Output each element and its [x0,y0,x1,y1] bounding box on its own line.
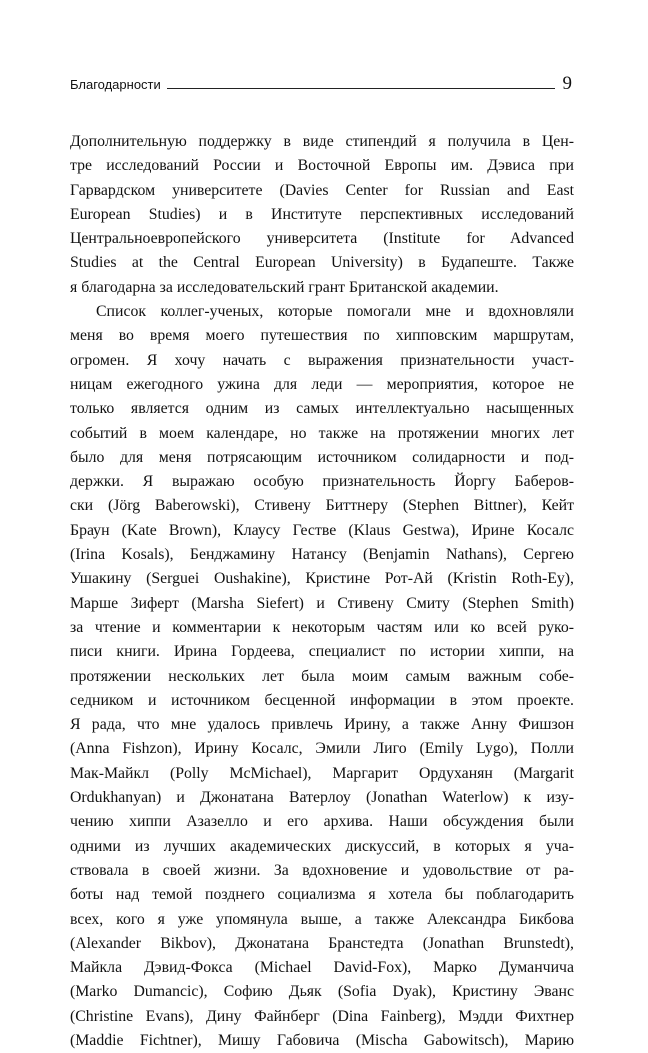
text-line: чению хиппи Азазелло и его архива. Наши обсуждения были [70,813,574,831]
text-line: (Alexander Bikbov), Джонатана Бранстедта (Jonathan Brunstedt), [70,934,574,952]
text-line: ствовала в своей жизни. За вдохновение и удовольствие от ра- [70,861,574,879]
text-line: Браун (Kate Brown), Клаусу Гестве (Klaus Gestwa), Ирине Косалс [70,521,574,539]
running-head [70,74,572,93]
text-line: за чтение и комментарии к некоторым частям или ко всей руко- [70,618,574,636]
paragraph-colleagues [70,300,574,1053]
text-line: ницам ежегодного ужина для леди — мероприятия, которое не [70,375,574,393]
text-line: ски (Jörg Baberowski), Стивену Биттнеру (Stephen Bittner), Кейт [70,497,574,515]
text-line: Ordukhanyan) и Джонатана Ватерлоу (Jonathan Waterlow) к изу- [70,789,574,807]
text-line: событий в моем календаре, но также на протяжении многих лет [70,424,574,442]
text-line: (Christine Evans), Дину Файнберг (Dina Fainberg), Мэдди Фихтнер [70,1007,574,1025]
text-line: всех, кого я уже упомянула выше, а также Александра Бикбова [70,910,574,928]
text-line: держки. Я выражаю особую признательность Йоргу Баберов- [70,473,574,491]
text-line: протяжении нескольких лет была моим самым важным собе- [70,667,574,685]
text-line: (Marko Dumancic), Софию Дьяк (Sofia Dyak), Кристину Эванс [70,983,574,1001]
text-line: Гарвардском университете (Davies Center for Russian and East [70,181,574,199]
text-line: боты над темой позднего социализма я хотела бы поблагодарить [70,886,574,904]
text-line: Центральноевропейского университета (Institute for Advanced [70,230,574,248]
text-line: Список коллег-ученых, которые помогали мне и вдохновляли [96,303,574,321]
text-line: Ушакину (Serguei Oushakine), Кристине Рот-Ай (Kristin Roth-Ey), [70,570,574,588]
text-line: Мак-Майкл (Polly McMichael), Маргарит Ордуханян (Margarit [70,764,574,782]
text-line: Марше Зиферт (Marsha Siefert) и Стивену Смиту (Stephen Smith) [70,594,574,612]
text-line: тре исследований России и Восточной Европы им. Дэвиса при [70,157,574,175]
running-head-title: Благодарности [70,77,161,92]
text-line: (Irina Kosals), Бенджамину Натансу (Benjamin Nathans), Сергею [70,546,574,564]
body-text [70,130,574,1053]
page-number: 9 [562,73,572,94]
text-line: Я рада, что мне удалось привлечь Ирину, а также Анну Фишзон [70,716,574,734]
text-line: было для меня потрясающим источником солидарности и под- [70,448,574,466]
text-line: седником и источником бесценной информации в этом проекте. [70,691,574,709]
text-line: Studies at the Central European University) в Будапеште. Также [70,254,574,272]
text-line: меня во время моего путешествия по хипповским маршрутам, [70,327,574,345]
text-line: Майкла Дэвид-Фокса (Michael David-Fox), Марко Думанчича [70,959,574,977]
text-line: (Anna Fishzon), Ирину Косалс, Эмили Лиго (Emily Lygo), Полли [70,740,574,758]
running-head-rule [167,88,555,89]
text-line: одними из лучших академических дискуссий, в которых я уча- [70,837,574,855]
text-line: European Studies) и в Институте перспективных исследований [70,205,574,223]
text-line: только является одним из самых интеллектуально насыщенных [70,400,574,418]
text-line: писи книги. Ирина Гордеева, специалист по истории хиппи, на [70,643,574,661]
paragraph-funding [70,130,574,300]
text-line: огромен. Я хочу начать с выражения признательности участ- [70,351,574,369]
text-line: (Maddie Fichtner), Мишу Габовича (Mischa Gabowitsch), Марию [70,1031,574,1049]
text-line: я благодарна за исследовательский грант Британской академии. [70,278,499,296]
text-line: Дополнительную поддержку в виде стипендий я получила в Цен- [70,133,574,150]
